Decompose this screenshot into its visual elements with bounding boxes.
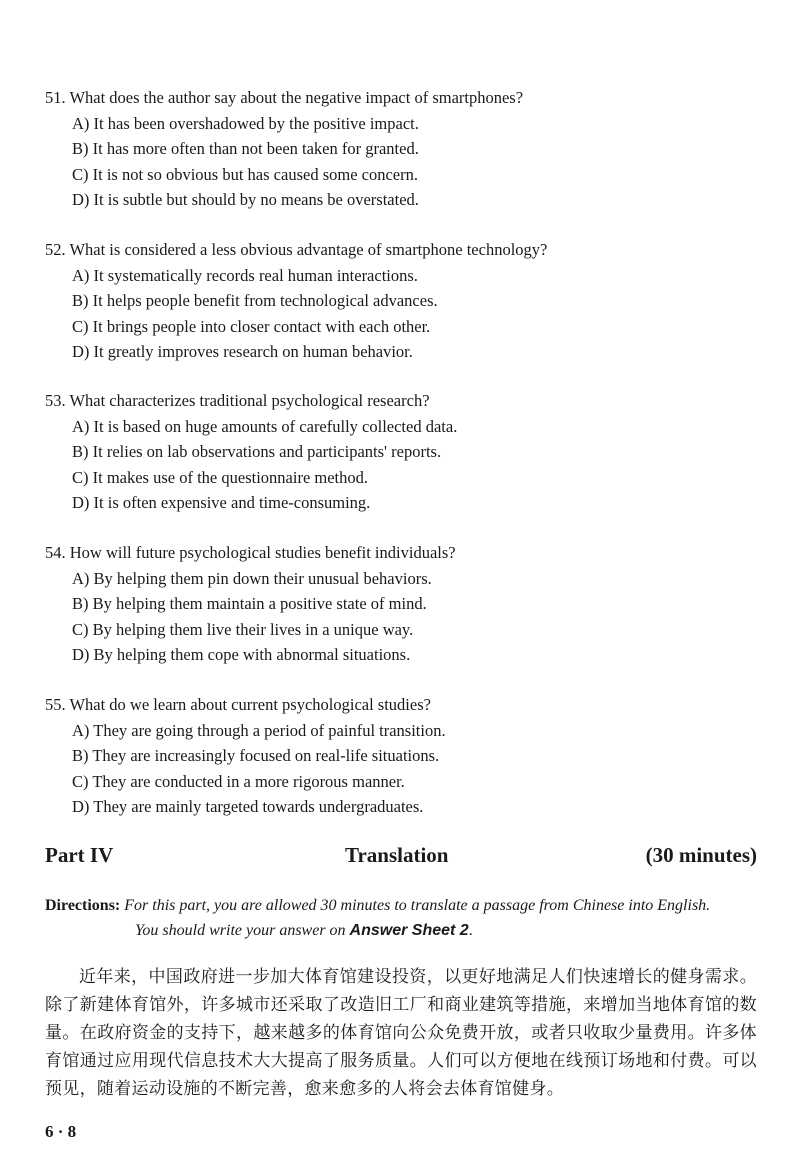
directions-line-2 [45,918,760,943]
option-b: B) By helping them maintain a positive state of mind. [72,594,427,613]
option-d: D) It greatly improves research on human behavior. [72,342,413,361]
option-c: C) It is not so obvious but has caused some concern. [72,164,418,184]
option-a: A) It has been overshadowed by the positive impact. [72,113,419,133]
directions-line-1: For this part, you are allowed 30 minutes to translate a passage from Chinese into English. [124,897,711,914]
question-stem: 51. What does the author say about the negative impact of smartphones? [45,88,524,107]
question-52 [45,237,765,365]
option-b: B) It helps people benefit from technological advances. [72,291,438,310]
option-b: B) They are increasingly focused on real-life situations. [72,746,440,765]
part-time: (30 minutes) [645,843,757,867]
option-a: A) They are going through a period of painful transition. [72,720,446,740]
question-51 [45,85,765,213]
directions-line-2-prefix: You should write your answer on [135,922,346,939]
translation-passage: 近年来，中国政府进一步加大体育馆建设投资，以更好地满足人们快速增长的健身需求。除了新建体育馆外，许多城市还采取了改造旧工厂和商业建筑等措施，来增加当地体育馆的数量。在政府资金的支持下，越来越多的体育馆向公众免费开放，或者只收取少量费用。许多体育馆通过应用现代信息技术大大提高了服务质量。人们可以方便地在线预订场地和付费。可以预见，随着运动设施的不断完善，愈来愈多的人将会去体育馆健身。 [45,967,757,1099]
option-c: C) It makes use of the questionnaire method. [72,467,369,487]
part-header [45,843,757,873]
option-c: C) It brings people into closer contact with each other. [72,316,431,336]
directions [45,893,760,943]
question-stem: 52. What is considered a less obvious advantage of smartphone technology? [45,240,548,259]
option-d: D) They are mainly targeted towards undergraduates. [72,797,424,816]
option-a: A) It is based on huge amounts of carefully collected data. [72,416,458,436]
option-a: A) It systematically records real human interactions. [72,265,418,285]
question-53 [45,388,765,516]
directions-line-2-suffix: . [468,922,473,939]
option-b: B) It has more often than not been taken for granted. [72,139,419,158]
option-a: A) By helping them pin down their unusual behaviors. [72,568,432,588]
answer-sheet-reference: Answer Sheet 2 [349,922,469,939]
question-54 [45,540,765,668]
option-d: D) By helping them cope with abnormal situations. [72,645,411,664]
option-d: D) It is often expensive and time-consuming. [72,493,371,512]
part-label: Part IV [45,843,114,867]
option-c: C) By helping them live their lives in a unique way. [72,619,414,639]
option-c: C) They are conducted in a more rigorous manner. [72,771,405,791]
directions-label: Directions: [45,897,121,914]
question-stem: 54. How will future psychological studies benefit individuals? [45,543,456,562]
option-d: D) It is subtle but should by no means be overstated. [72,190,419,209]
question-55 [45,692,765,820]
option-b: B) It relies on lab observations and participants' reports. [72,442,442,461]
question-stem: 53. What characterizes traditional psychological research? [45,391,430,410]
question-stem: 55. What do we learn about current psychological studies? [45,695,431,714]
page-number: 6 · 8 [45,1122,77,1141]
part-title: Translation [345,843,449,867]
